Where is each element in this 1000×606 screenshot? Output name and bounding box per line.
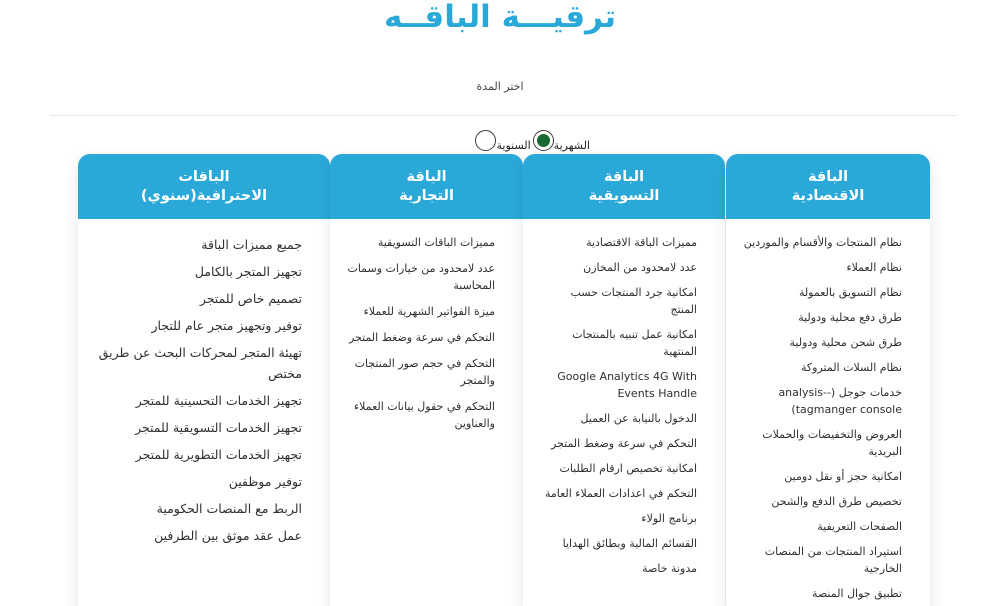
plan-feature: خدمات جوجل (-analysis-tagmanger console) bbox=[778, 386, 902, 416]
divider bbox=[50, 115, 956, 116]
plan-feature: نظام السلات المتروكة bbox=[801, 361, 902, 374]
plan-feature: تصميم خاص للمتجر bbox=[199, 291, 302, 306]
plan-features bbox=[78, 219, 330, 546]
period-switch bbox=[430, 127, 590, 153]
plan-feature: الربط مع المنصات الحكومية bbox=[156, 501, 302, 516]
plan-feature: مدونة خاصة bbox=[642, 562, 697, 575]
plan-feature: التحكم في سرعة وضغط المتجر bbox=[550, 437, 697, 450]
plan-feature: طرق دفع محلية ودولية bbox=[798, 311, 902, 324]
plan-feature: امكانية حجز أو نقل دومين bbox=[784, 470, 902, 483]
plan-feature: الصفحات التعريفية bbox=[817, 520, 902, 533]
plan-feature: القسائم المالية وبطائق الهدايا bbox=[562, 537, 697, 550]
page-title: ترقيـــة الباقــه bbox=[383, 0, 617, 35]
radio-yearly-label: السنوية bbox=[496, 138, 531, 152]
plan-feature: توفير موظفين bbox=[228, 474, 302, 489]
plan-feature: جميع مميزات الباقة bbox=[201, 237, 302, 252]
plan-features bbox=[726, 219, 930, 602]
plan-name-line2: الاحترافية(سنوي) bbox=[140, 187, 268, 204]
plan-name-line2: التجارية bbox=[399, 187, 454, 204]
plan-feature: برنامج الولاء bbox=[641, 512, 697, 525]
plan-feature: نظام العملاء bbox=[846, 261, 902, 274]
plan-header bbox=[78, 154, 330, 219]
plan-feature: التحكم في سرعة وضغط المتجر bbox=[348, 331, 495, 344]
plan-header bbox=[726, 154, 930, 219]
plan-card-professional[interactable] bbox=[78, 154, 330, 606]
plan-feature: استيراد المنتجات من المنصات الخارجية bbox=[764, 545, 902, 575]
plan-feature: امكانية تخصيص ارقام الطلبات bbox=[559, 462, 697, 475]
plan-header bbox=[330, 154, 523, 219]
plan-feature: مميزات الباقة الاقتصادية bbox=[586, 236, 697, 249]
plan-card-commercial[interactable] bbox=[330, 154, 523, 606]
plan-feature: مميزات الباقات التسويقية bbox=[377, 236, 495, 249]
plan-feature: العروض والتخفيضات والحملات البريدية bbox=[762, 428, 902, 458]
plan-feature: عدد لامحدود من خيارات وسمات المحاسبة bbox=[347, 262, 495, 292]
plan-card-economic[interactable] bbox=[726, 154, 930, 606]
plan-feature: توفير وتجهيز متجر عام للتجار bbox=[151, 318, 302, 333]
plan-feature: عمل عقد موثق بين الطرفين bbox=[154, 528, 302, 543]
plan-feature: طرق شحن محلية ودولية bbox=[789, 336, 902, 349]
plan-feature: تجهيز الخدمات التحسينية للمتجر bbox=[135, 393, 302, 408]
radio-monthly-circle[interactable] bbox=[533, 130, 554, 151]
plan-feature: تهيئة المتجر لمحركات البحث عن طريق مختص bbox=[98, 345, 302, 381]
plan-feature: تخصيص طرق الدفع والشحن bbox=[771, 495, 902, 508]
plan-name-line1: الباقات bbox=[178, 168, 230, 185]
plan-feature: التحكم في حقول بيانات العملاء والعناوين bbox=[354, 400, 495, 430]
plan-feature: نظام المنتجات والأقسام والموردين bbox=[743, 236, 902, 249]
plan-card-marketing[interactable] bbox=[523, 154, 725, 606]
plan-name-line1: الباقة bbox=[807, 168, 849, 185]
plan-name-line1: الباقة bbox=[406, 168, 447, 185]
duration-label: اختر المدة bbox=[476, 80, 524, 93]
plan-feature: الدخول بالنيابة عن العميل bbox=[580, 412, 697, 425]
radio-monthly[interactable] bbox=[533, 129, 590, 152]
plan-feature: امكانية جرد المنتجات حسب المنتج bbox=[570, 286, 697, 316]
plan-feature: عدد لامحدود من المخازن bbox=[583, 261, 697, 274]
plan-feature: التحكم في اعدادات العملاء العامة bbox=[544, 487, 697, 500]
plan-features bbox=[330, 219, 523, 432]
plan-name-line2: الاقتصادية bbox=[791, 187, 865, 204]
plan-feature: تجهيز المتجر بالكامل bbox=[194, 264, 302, 279]
plan-feature: امكانية عمل تنبيه بالمنتجات المنتهية bbox=[572, 328, 697, 358]
plan-header bbox=[523, 154, 725, 219]
plan-features bbox=[523, 219, 725, 577]
radio-yearly[interactable] bbox=[475, 129, 530, 152]
plan-name-line1: الباقة bbox=[603, 168, 645, 185]
plan-feature: تجهيز الخدمات التسويقية للمتجر bbox=[135, 420, 302, 435]
radio-monthly-label: الشهرية bbox=[553, 138, 590, 152]
radio-yearly-circle[interactable] bbox=[475, 130, 496, 151]
plan-feature: تجهيز الخدمات التطويرية للمتجر bbox=[135, 447, 302, 462]
plan-feature: ميزة الفواتير الشهرية للعملاء bbox=[363, 305, 495, 318]
plan-feature: نظام التسويق بالعمولة bbox=[798, 286, 902, 299]
plan-feature: التحكم في حجم صور المنتجات والمتجر bbox=[354, 357, 495, 387]
plan-feature: تطبيق جوال المنصة bbox=[812, 587, 902, 600]
plan-feature: Google Analytics 4G With Events Handle bbox=[557, 370, 697, 400]
plan-name-line2: التسويقية bbox=[588, 187, 660, 204]
